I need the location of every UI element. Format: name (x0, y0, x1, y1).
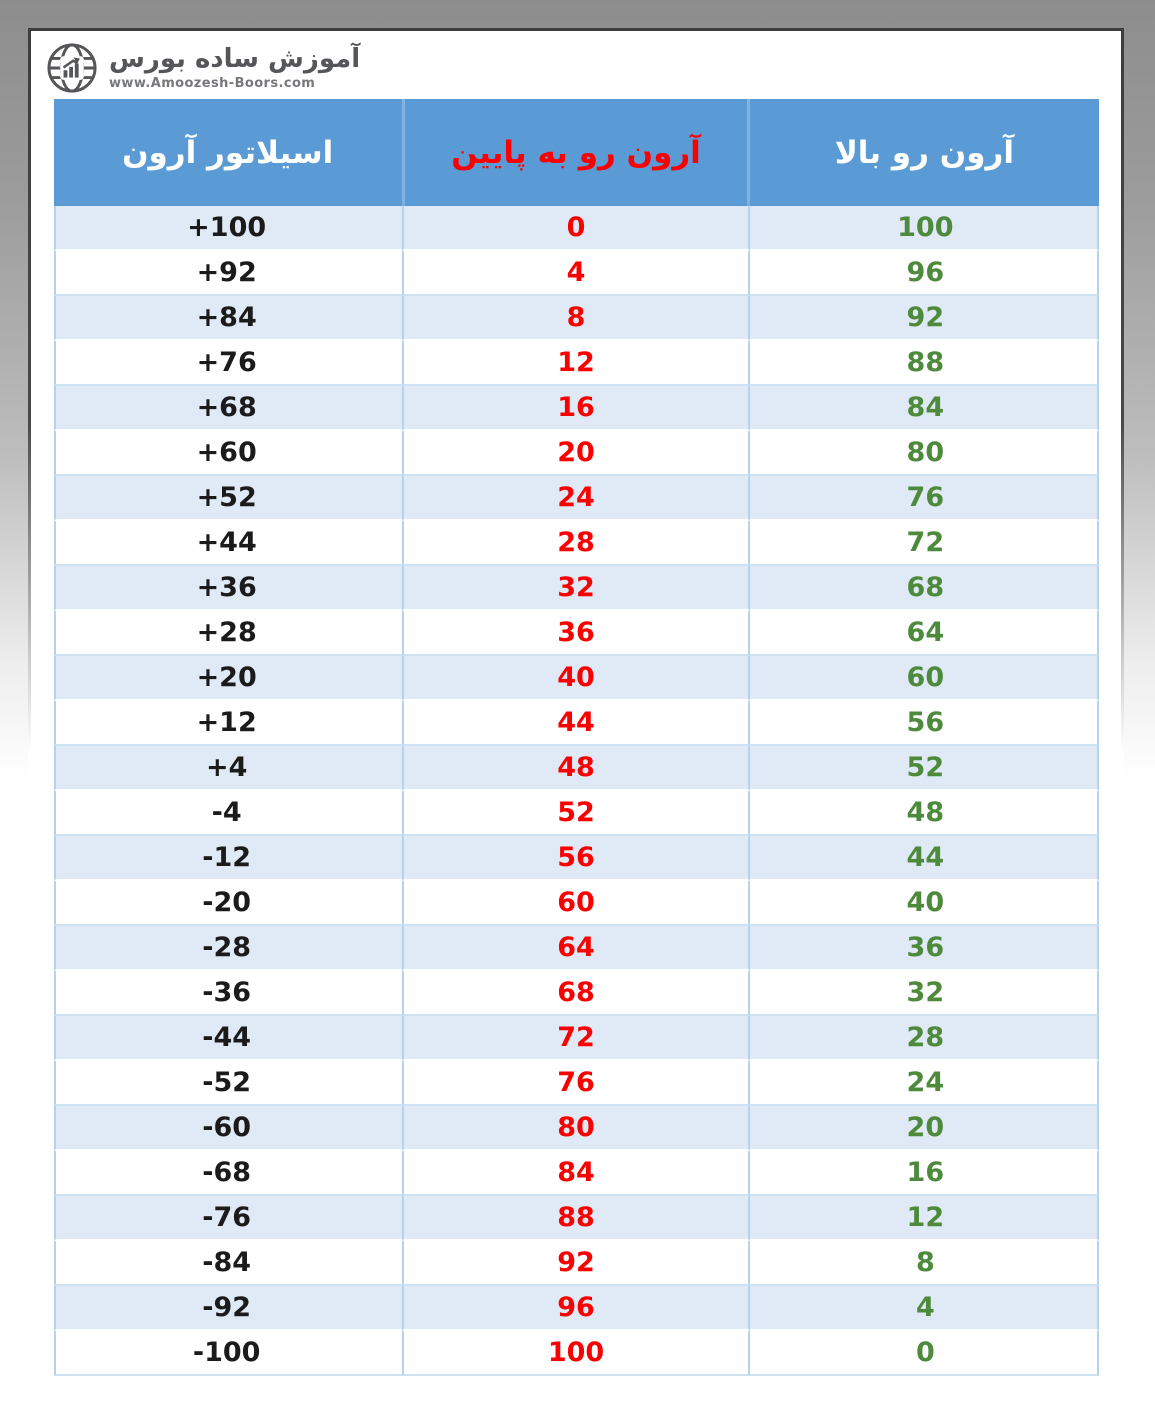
cell-aroon-down: 96 (402, 1286, 750, 1331)
cell-aroon-oscillator: -100 (54, 1331, 402, 1376)
table-row (54, 1331, 1099, 1376)
table-row (54, 521, 1099, 566)
cell-aroon-oscillator: +20 (54, 656, 402, 701)
cell-aroon-down: 88 (402, 1196, 750, 1241)
cell-aroon-down: 64 (402, 926, 750, 971)
cell-aroon-down: 32 (402, 566, 750, 611)
cell-aroon-down: 48 (402, 746, 750, 791)
cell-aroon-up: 96 (750, 251, 1098, 296)
cell-aroon-oscillator: +84 (54, 296, 402, 341)
cell-aroon-up: 52 (750, 746, 1098, 791)
table-row (54, 206, 1099, 251)
cell-aroon-down: 16 (402, 386, 750, 431)
logo (45, 41, 360, 95)
logo-url: www.Amoozesh-Boors.com (109, 75, 316, 91)
cell-aroon-oscillator: -4 (54, 791, 402, 836)
cell-aroon-up: 84 (750, 386, 1098, 431)
table-row (54, 971, 1099, 1016)
cell-aroon-oscillator: +44 (54, 521, 402, 566)
table-row (54, 1151, 1099, 1196)
cell-aroon-up: 32 (750, 971, 1098, 1016)
cell-aroon-up: 36 (750, 926, 1098, 971)
cell-aroon-oscillator: +68 (54, 386, 402, 431)
cell-aroon-down: 36 (402, 611, 750, 656)
table-row (54, 611, 1099, 656)
table-row (54, 701, 1099, 746)
table-body (54, 206, 1099, 1376)
cell-aroon-oscillator: -20 (54, 881, 402, 926)
cell-aroon-up: 4 (750, 1286, 1098, 1331)
cell-aroon-up: 72 (750, 521, 1098, 566)
cell-aroon-up: 64 (750, 611, 1098, 656)
table-row (54, 1016, 1099, 1061)
cell-aroon-oscillator: -76 (54, 1196, 402, 1241)
cell-aroon-oscillator: -92 (54, 1286, 402, 1331)
cell-aroon-up: 28 (750, 1016, 1098, 1061)
logo-text (109, 45, 360, 91)
cell-aroon-down: 20 (402, 431, 750, 476)
cell-aroon-up: 40 (750, 881, 1098, 926)
cell-aroon-down: 28 (402, 521, 750, 566)
cell-aroon-up: 60 (750, 656, 1098, 701)
cell-aroon-up: 88 (750, 341, 1098, 386)
cell-aroon-down: 76 (402, 1061, 750, 1106)
cell-aroon-oscillator: +28 (54, 611, 402, 656)
cell-aroon-oscillator: -44 (54, 1016, 402, 1061)
cell-aroon-oscillator: +76 (54, 341, 402, 386)
cell-aroon-down: 12 (402, 341, 750, 386)
cell-aroon-oscillator: +92 (54, 251, 402, 296)
globe-trend-chart-icon (45, 41, 99, 95)
cell-aroon-up: 76 (750, 476, 1098, 521)
aroon-table (54, 99, 1099, 1376)
cell-aroon-up: 8 (750, 1241, 1098, 1286)
table-row (54, 1196, 1099, 1241)
cell-aroon-oscillator: -84 (54, 1241, 402, 1286)
cell-aroon-down: 92 (402, 1241, 750, 1286)
cell-aroon-oscillator: +60 (54, 431, 402, 476)
cell-aroon-down: 40 (402, 656, 750, 701)
table-row (54, 251, 1099, 296)
table-row (54, 1241, 1099, 1286)
cell-aroon-oscillator: +100 (54, 206, 402, 251)
cell-aroon-oscillator: -52 (54, 1061, 402, 1106)
table-header-row (54, 99, 1099, 206)
logo-title: آموزش ساده بورس (109, 44, 361, 75)
table-row (54, 296, 1099, 341)
table-row (54, 386, 1099, 431)
cell-aroon-oscillator: +4 (54, 746, 402, 791)
table-row (54, 746, 1099, 791)
cell-aroon-oscillator: +36 (54, 566, 402, 611)
table-row (54, 836, 1099, 881)
cell-aroon-up: 48 (750, 791, 1098, 836)
table-row (54, 566, 1099, 611)
cell-aroon-oscillator: -12 (54, 836, 402, 881)
cell-aroon-up: 24 (750, 1061, 1098, 1106)
header-aroon-oscillator: اسیلاتور آرون (54, 99, 402, 206)
table-header (54, 99, 1099, 206)
cell-aroon-up: 92 (750, 296, 1098, 341)
header-aroon-down: آرون رو به پایین (402, 99, 750, 206)
cell-aroon-up: 16 (750, 1151, 1098, 1196)
cell-aroon-down: 8 (402, 296, 750, 341)
cell-aroon-oscillator: -68 (54, 1151, 402, 1196)
cell-aroon-down: 0 (402, 206, 750, 251)
table-row (54, 341, 1099, 386)
cell-aroon-down: 68 (402, 971, 750, 1016)
cell-aroon-oscillator: -60 (54, 1106, 402, 1151)
cell-aroon-up: 20 (750, 1106, 1098, 1151)
cell-aroon-down: 24 (402, 476, 750, 521)
table-row (54, 431, 1099, 476)
table-row (54, 476, 1099, 521)
cell-aroon-up: 44 (750, 836, 1098, 881)
cell-aroon-up: 0 (750, 1331, 1098, 1376)
cell-aroon-oscillator: +52 (54, 476, 402, 521)
cell-aroon-down: 52 (402, 791, 750, 836)
cell-aroon-up: 80 (750, 431, 1098, 476)
cell-aroon-up: 12 (750, 1196, 1098, 1241)
page (28, 28, 1124, 1419)
cell-aroon-oscillator: +12 (54, 701, 402, 746)
cell-aroon-down: 44 (402, 701, 750, 746)
table-row (54, 881, 1099, 926)
cell-aroon-down: 72 (402, 1016, 750, 1061)
table-row (54, 791, 1099, 836)
cell-aroon-oscillator: -36 (54, 971, 402, 1016)
cell-aroon-down: 100 (402, 1331, 750, 1376)
cell-aroon-down: 80 (402, 1106, 750, 1151)
cell-aroon-up: 68 (750, 566, 1098, 611)
table-row (54, 1106, 1099, 1151)
cell-aroon-oscillator: -28 (54, 926, 402, 971)
cell-aroon-down: 4 (402, 251, 750, 296)
cell-aroon-up: 56 (750, 701, 1098, 746)
cell-aroon-down: 56 (402, 836, 750, 881)
table-row (54, 1061, 1099, 1106)
table-row (54, 926, 1099, 971)
table-row (54, 656, 1099, 701)
cell-aroon-down: 84 (402, 1151, 750, 1196)
cell-aroon-up: 100 (750, 206, 1098, 251)
cell-aroon-down: 60 (402, 881, 750, 926)
header-aroon-up: آرون رو بالا (750, 99, 1098, 206)
table-row (54, 1286, 1099, 1331)
